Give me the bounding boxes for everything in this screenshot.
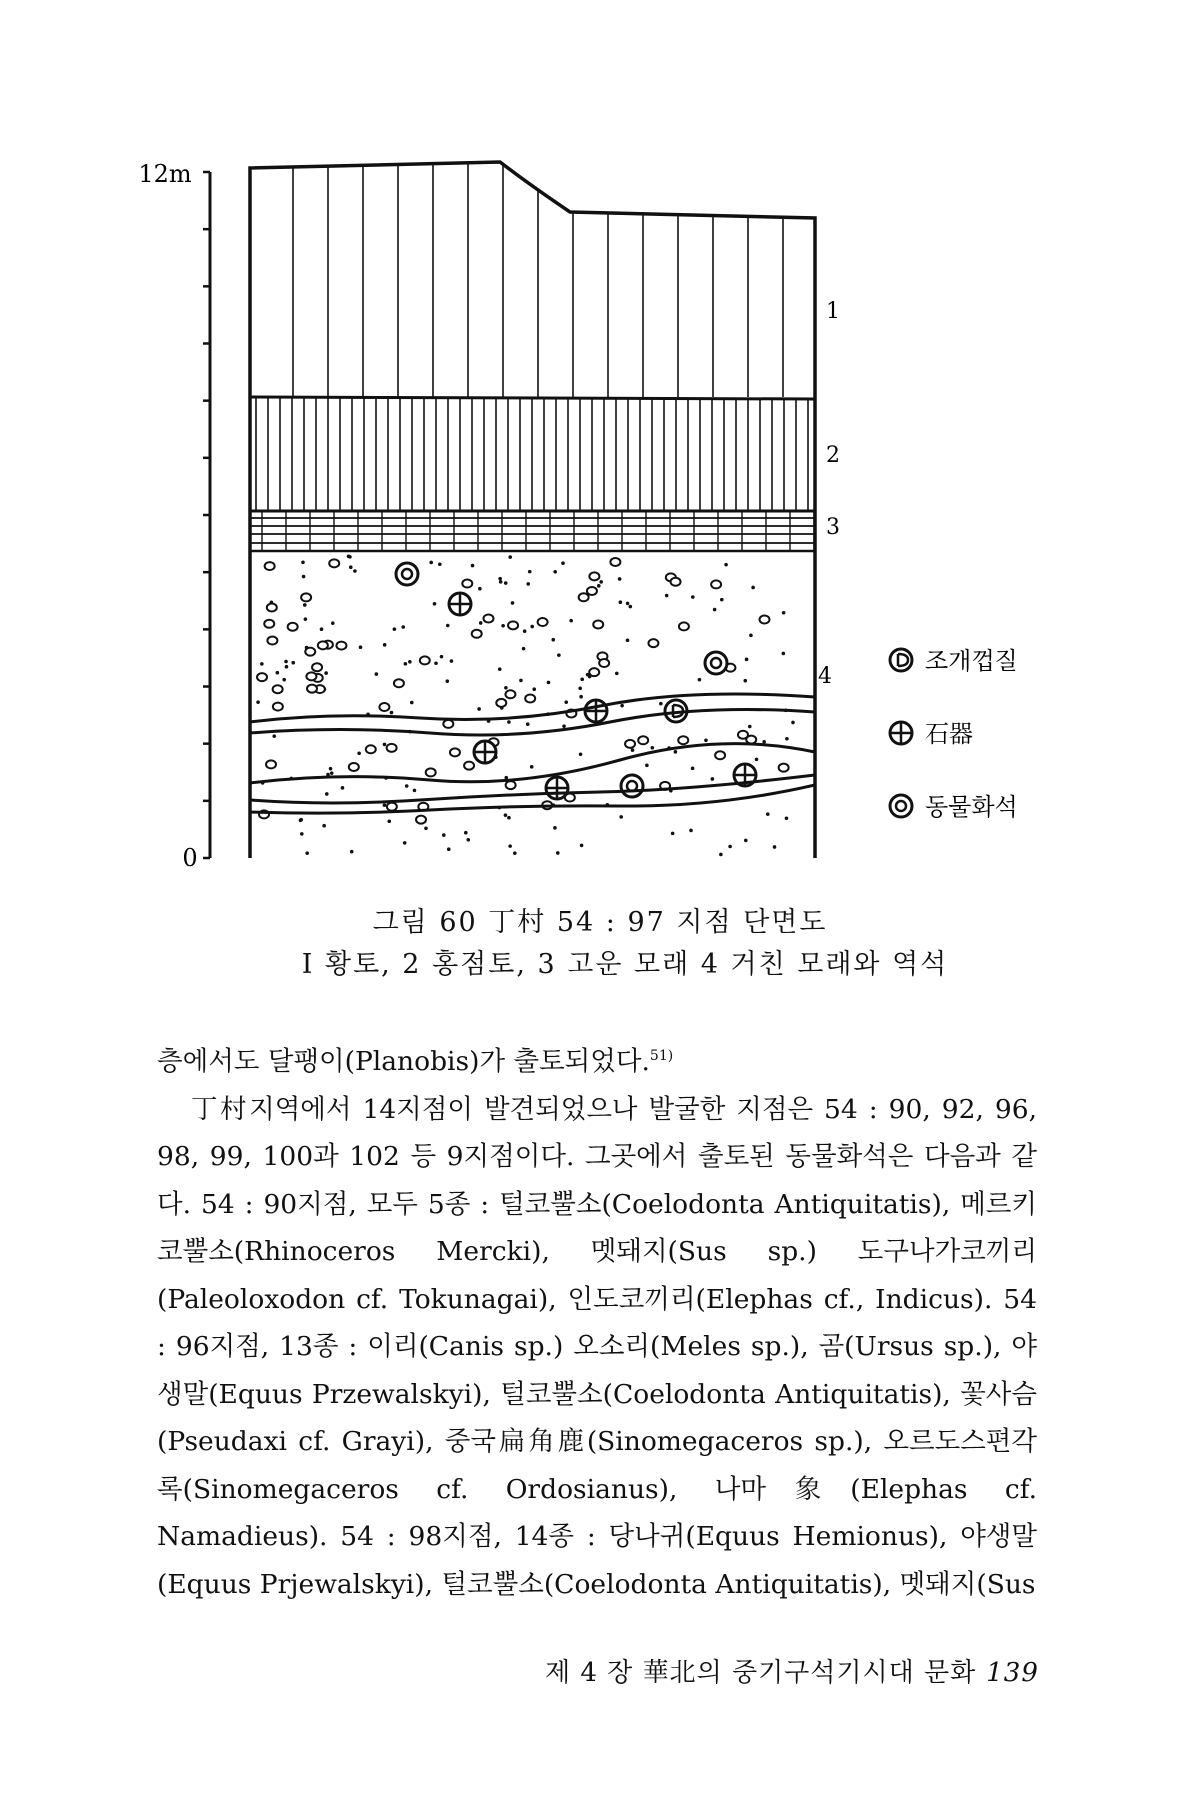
layer-3-fine-sand [250,511,815,551]
scale-bottom-label: 0 [182,844,198,872]
layer-label-2: 2 [826,443,840,468]
running-footer-chapter: 제 4 장 華北의 중기구석기시대 문화 [545,1658,977,1688]
page-number: 139 [986,1658,1039,1688]
shell-icon [890,649,912,671]
layer-1-loess [293,150,783,397]
depth-scale [203,172,210,858]
legend-label-stone-tool: 石器 [925,720,973,748]
page-footer [545,1652,1039,1689]
layer-2-red-clay [256,398,808,511]
legend-label-shell: 조개껍질 [925,647,1018,675]
figure-legend [890,647,1018,821]
figure-caption-legend: I 황토, 2 홍점토, 3 고운 모래 4 거친 모래와 역석 [301,949,949,980]
paragraph-fauna-list: 丁村지역에서 14지점이 발견되었으나 발굴한 지점은 54 : 90, 92, 96, 98, 99, 100과 102 등 9지점이다. 그곳에서 출토된 동물화석은 다음과 같다. 54 : 90지점, 모두 5종 : 털코뿔소(Coelodonta Antiquitatis), 메르키코뿔소(Rhinoceros Mercki), 멧돼지(Sus sp.) 도구나가코끼리(Paleoloxodon cf. Tokunagai), 인도코끼리(Elephas cf., Indicus). 54 : 96지점, 13종 : 이리(Canis sp.) 오소리(Meles sp.), 곰(Ursus sp.), 야생말(Equus Przewalskyi), 털코뿔소(Coelodonta Antiquitatis), 꽃사슴(Pseudaxi cf. Grayi), 중국扁角鹿(Sinomegaceros sp.), 오르도스편각록(Sinomegaceros cf. Ordosianus), 나마象(Elephas cf. Namadieus). 54 : 98지점, 14종 : 당나귀(Equus Hemionus), 야생말(Equus Prjewalskyi), 털코뿔소(Coelodonta Antiquitatis), 멧돼지(Sus [157,1093,1037,1600]
footnote-ref: 51) [649,1048,674,1065]
layer-4-gravel [256,554,795,856]
figure-caption-title: 그림 60 丁村 54 : 97 지점 단면도 [372,907,828,938]
layer-label-1: 1 [826,299,840,324]
paragraph-continuation: 층에서도 달팽이(Planobis)가 출토되었다.$^{51)}$ [157,1046,674,1077]
legend-label-fossil: 동물화석 [925,793,1018,821]
stratigraphic-section-figure [0,0,1200,890]
body-text [157,1038,1037,1608]
layer-label-4: 4 [818,664,832,689]
scale-top-label: 12m [138,160,192,188]
stone-tool-icon [890,722,912,744]
section-body [250,150,815,856]
layer-label-3: 3 [826,515,840,540]
fossil-icon [890,795,912,817]
